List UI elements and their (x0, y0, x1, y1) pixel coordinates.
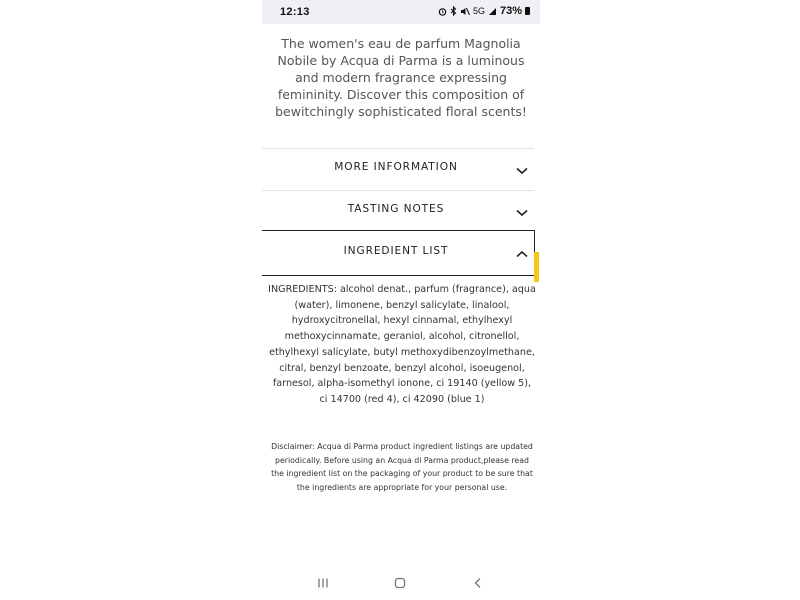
accordion-label: INGREDIENT LIST (343, 245, 449, 257)
disclaimer-text: Disclaimer: Acqua di Parma product ingredient listings are updated periodically. Before using an Acqua di Parma product,please read the ingredient list on the packaging of your product to be sure that the ingredients are appropriate for your personal use. (271, 442, 533, 493)
chevron-down-icon[interactable] (516, 209, 528, 217)
bluetooth-icon (450, 6, 457, 16)
recent-apps-icon[interactable] (317, 577, 329, 589)
battery-percent: 73% (499, 5, 522, 17)
product-description: The women's eau de parfum Magnolia Nobile by Acqua di Parma is a luminous and modern fragrance expressing femininity. Discover this composition of bewitchingly sophisticated floral scents! (275, 36, 527, 119)
signal-icon (488, 7, 497, 16)
alarm-icon (438, 7, 447, 16)
side-tab[interactable] (534, 252, 539, 282)
status-time: 12:13 (280, 6, 310, 18)
status-bar (262, 0, 540, 24)
accordion-label: MORE INFORMATION (334, 161, 458, 173)
navigation-bar (262, 570, 540, 600)
status-icons (438, 5, 530, 17)
ingredients-text: INGREDIENTS: alcohol denat., parfum (fragrance), aqua (water), limonene, benzyl salicylate, linalool, hydroxycitronellal, hexyl cinnamal, ethylhexyl methoxycinnamate, geraniol, alcohol, citronellol, ethylhexyl salicylate, butyl methoxydibenzoylmethane, citral, benzyl benzoate, benzyl alcohol, isoeugenol, farnesol, alpha-isomethyl ionone, ci 19140 (yellow 5), ci 14700 (red 4), ci 42090 (blue 1) (268, 284, 536, 405)
accordion-more-information[interactable] (262, 148, 534, 191)
accordion-tasting-notes[interactable] (262, 190, 534, 232)
accordion-label: TASTING NOTES (347, 203, 445, 215)
phone-screen (262, 0, 540, 600)
mute-icon (460, 7, 470, 16)
battery-icon (525, 7, 530, 15)
accordion-ingredient-list[interactable] (262, 230, 535, 276)
back-icon[interactable] (472, 577, 484, 589)
chevron-down-icon[interactable] (516, 167, 528, 175)
home-icon[interactable] (394, 577, 406, 589)
chevron-up-icon[interactable] (516, 250, 528, 258)
network-type: 5G (472, 6, 485, 16)
